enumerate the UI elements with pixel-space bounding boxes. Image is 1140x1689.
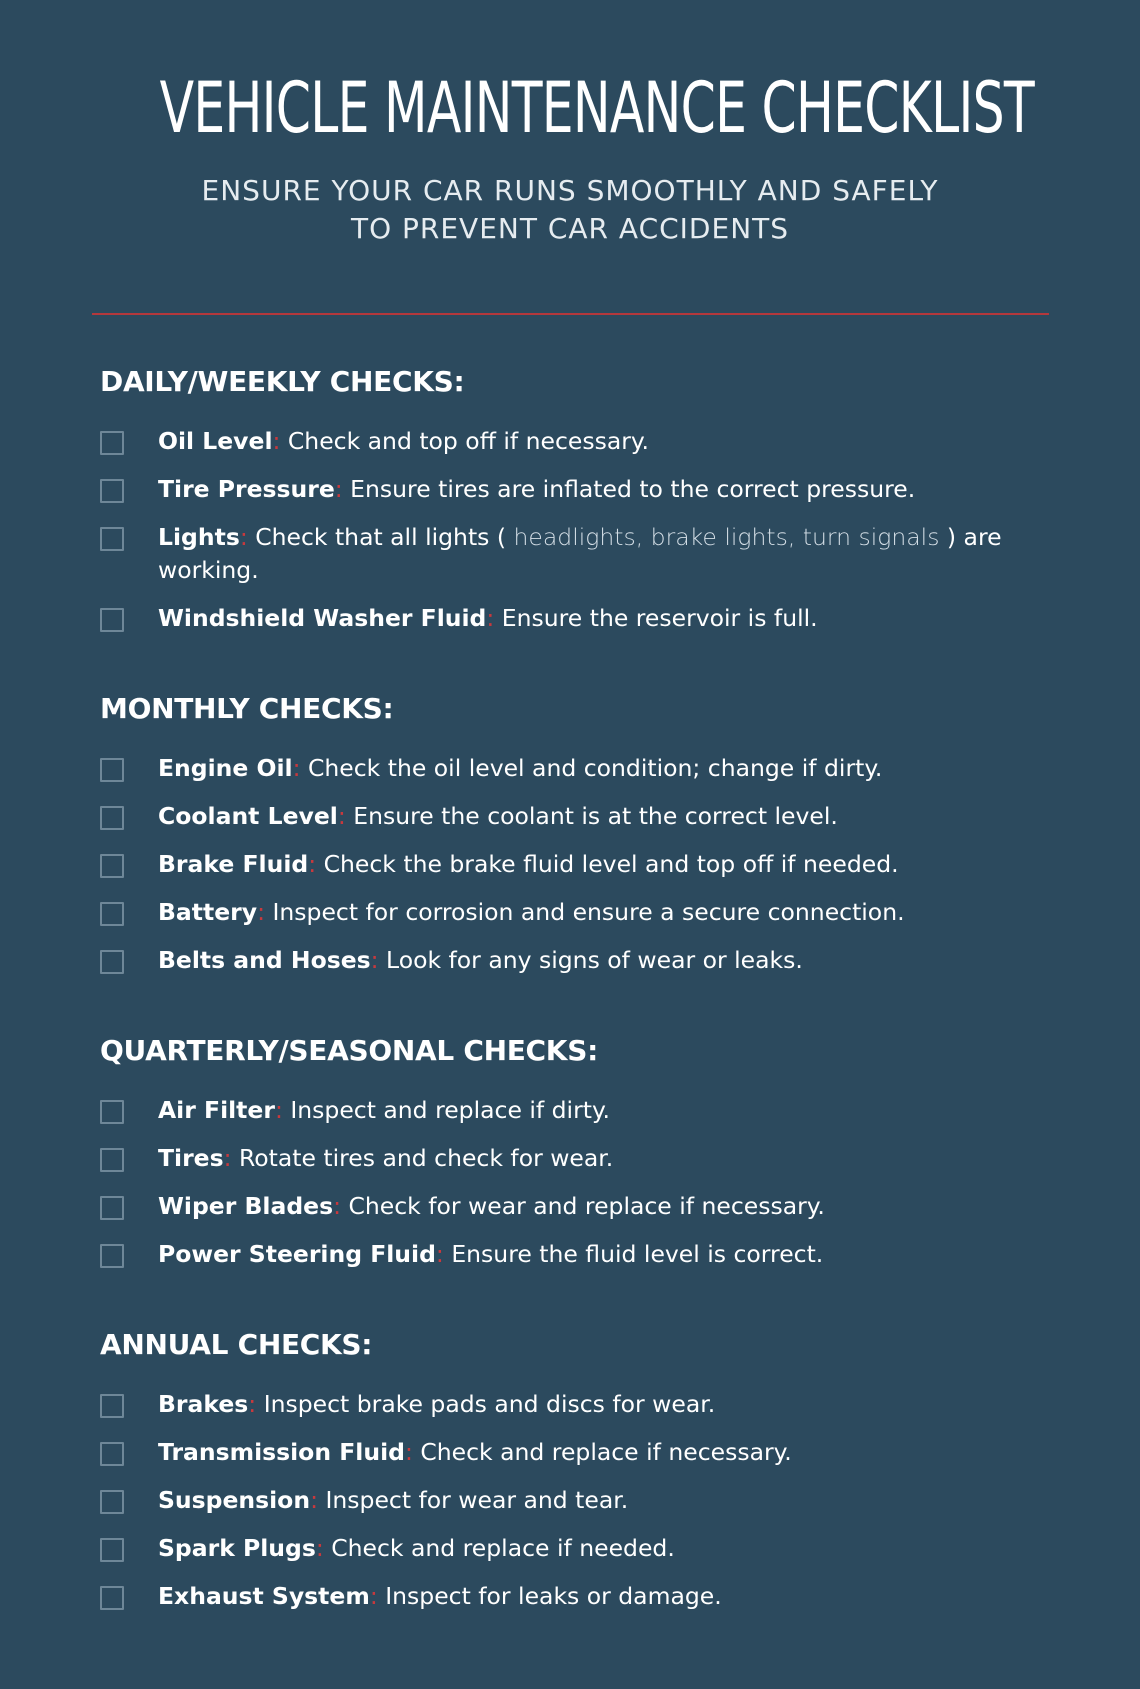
item-separator: : xyxy=(248,1390,257,1418)
item-description: Check and replace if needed. xyxy=(323,1534,675,1562)
item-description: Check for wear and replace if necessary. xyxy=(341,1192,825,1220)
item-label: Spark Plugs xyxy=(158,1534,316,1562)
item-label: Tires xyxy=(158,1144,224,1172)
checkbox[interactable] xyxy=(100,1442,124,1466)
item-separator: : xyxy=(404,1438,413,1466)
item-text xyxy=(158,1190,1018,1223)
checkbox[interactable] xyxy=(100,806,124,830)
item-separator: : xyxy=(257,898,266,926)
item-label: Power Steering Fluid xyxy=(158,1240,436,1268)
item-label: Tire Pressure xyxy=(158,475,335,503)
item-description: Rotate tires and check for wear. xyxy=(231,1144,614,1172)
checkbox[interactable] xyxy=(100,608,124,632)
item-text xyxy=(158,425,1018,458)
checkbox[interactable] xyxy=(100,527,124,551)
item-description: Ensure tires are inflated to the correct pressure. xyxy=(342,475,916,503)
item-text xyxy=(158,896,1018,929)
checkbox[interactable] xyxy=(100,1244,124,1268)
item-separator: : xyxy=(337,802,346,830)
item-separator: : xyxy=(435,1240,444,1268)
item-description-after: ) are working. xyxy=(158,523,1002,584)
item-label: Windshield Washer Fluid xyxy=(158,604,487,632)
checkbox[interactable] xyxy=(100,479,124,503)
item-label: Engine Oil xyxy=(158,754,293,782)
item-text xyxy=(158,602,1018,635)
item-label: Lights xyxy=(158,523,240,551)
item-label: Brakes xyxy=(158,1390,249,1418)
item-separator: : xyxy=(308,850,317,878)
item-separator: : xyxy=(334,475,343,503)
item-description: Inspect for leaks or damage. xyxy=(377,1582,722,1610)
item-label: Wiper Blades xyxy=(158,1192,334,1220)
item-separator: : xyxy=(272,427,281,455)
item-separator: : xyxy=(315,1534,324,1562)
item-description: Ensure the fluid level is correct. xyxy=(443,1240,824,1268)
item-description-before: Check that all lights ( xyxy=(247,523,514,551)
item-description: Inspect for wear and tear. xyxy=(317,1486,629,1514)
item-label: Suspension xyxy=(158,1486,311,1514)
item-separator: : xyxy=(369,1582,378,1610)
item-text xyxy=(158,800,1018,833)
item-separator: : xyxy=(333,1192,342,1220)
item-text xyxy=(158,473,1018,506)
page-subtitle xyxy=(0,172,1140,248)
checkbox[interactable] xyxy=(100,902,124,926)
item-detail: headlights, brake lights, turn signals xyxy=(513,523,940,551)
checkbox[interactable] xyxy=(100,950,124,974)
page-title: VEHICLE MAINTENANCE CHECKLIST xyxy=(159,67,1034,149)
checkbox[interactable] xyxy=(100,758,124,782)
checkbox[interactable] xyxy=(100,1538,124,1562)
item-description: Check the brake fluid level and top off if needed. xyxy=(316,850,899,878)
item-description: Check the oil level and condition; change if dirty. xyxy=(300,754,883,782)
item-description: Check and top off if necessary. xyxy=(280,427,649,455)
item-description: Ensure the reservoir is full. xyxy=(494,604,818,632)
item-text xyxy=(158,1142,1018,1175)
item-text xyxy=(158,944,1018,977)
section-heading-monthly: MONTHLY CHECKS: xyxy=(100,692,394,725)
checkbox[interactable] xyxy=(100,1490,124,1514)
item-label: Brake Fluid xyxy=(158,850,309,878)
item-description: Check and replace if necessary. xyxy=(412,1438,792,1466)
item-separator: : xyxy=(292,754,301,782)
item-separator: : xyxy=(310,1486,318,1514)
section-heading-annual: ANNUAL CHECKS: xyxy=(100,1328,373,1361)
title-divider xyxy=(92,313,1049,315)
item-separator: : xyxy=(239,523,248,551)
item-text xyxy=(158,752,1018,785)
item-text xyxy=(158,1580,1018,1613)
section-heading-quarterly-seasonal: QUARTERLY/SEASONAL CHECKS: xyxy=(100,1034,598,1067)
item-text xyxy=(158,1436,1018,1469)
checkbox[interactable] xyxy=(100,431,124,455)
item-description: Inspect for corrosion and ensure a secure connection. xyxy=(265,898,905,926)
item-text xyxy=(158,848,1018,881)
checkbox[interactable] xyxy=(100,1394,124,1418)
item-text xyxy=(158,1388,1018,1421)
item-label: Oil Level xyxy=(158,427,273,455)
item-label: Exhaust System xyxy=(158,1582,370,1610)
item-label: Air Filter xyxy=(158,1096,275,1124)
checkbox[interactable] xyxy=(100,1100,124,1124)
subtitle-line-1: ENSURE YOUR CAR RUNS SMOOTHLY AND SAFELY xyxy=(201,174,939,207)
item-text xyxy=(158,1484,1018,1517)
item-separator: : xyxy=(274,1096,283,1124)
checkbox[interactable] xyxy=(100,1586,124,1610)
item-separator: : xyxy=(486,604,495,632)
checkbox[interactable] xyxy=(100,854,124,878)
section-heading-daily-weekly: DAILY/WEEKLY CHECKS: xyxy=(100,365,465,398)
checkbox[interactable] xyxy=(100,1148,124,1172)
item-text xyxy=(158,1238,1018,1271)
item-label: Belts and Hoses xyxy=(158,946,371,974)
item-text xyxy=(158,521,1018,587)
item-label: Coolant Level xyxy=(158,802,338,830)
item-label: Battery xyxy=(158,898,258,926)
item-label: Transmission Fluid xyxy=(158,1438,405,1466)
item-text xyxy=(158,1094,1018,1127)
checkbox[interactable] xyxy=(100,1196,124,1220)
item-description: Ensure the coolant is at the correct level. xyxy=(345,802,838,830)
item-description: Inspect and replace if dirty. xyxy=(282,1096,610,1124)
item-separator: : xyxy=(370,946,379,974)
item-separator: : xyxy=(223,1144,232,1172)
item-description: Look for any signs of wear or leaks. xyxy=(378,946,803,974)
item-text xyxy=(158,1532,1018,1565)
item-description: Inspect brake pads and discs for wear. xyxy=(256,1390,716,1418)
subtitle-line-2: TO PREVENT CAR ACCIDENTS xyxy=(350,212,790,245)
